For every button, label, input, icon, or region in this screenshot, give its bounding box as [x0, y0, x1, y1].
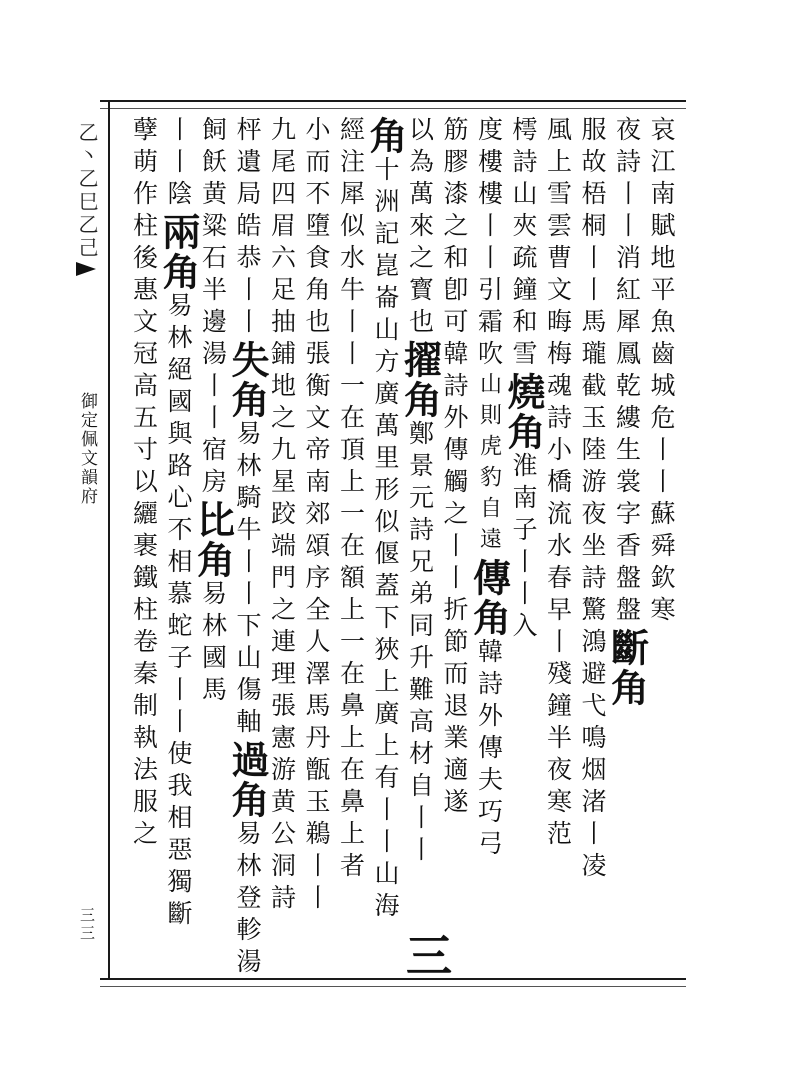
fold-margin-rule — [108, 102, 110, 978]
annotation-text: 山則虎豹自遠 — [476, 372, 502, 558]
column-text: 九尾四眉六足抽鋪地之九星跤端門之連理張憲游黄公洞詩 — [267, 116, 297, 916]
column-text: 韓詩外傳觸之丨丨折節而退業適遂 — [440, 340, 469, 820]
book-title: 御定佩文韻府 — [77, 392, 97, 506]
headword: 擢 — [397, 340, 443, 380]
fold-margin — [72, 112, 102, 972]
text-column — [575, 116, 609, 966]
bottom-border-rule — [100, 978, 686, 980]
text-column — [156, 116, 201, 966]
column-text: 哀江南賦地平魚齒城危丨丨蘇舜欽寒 — [647, 116, 676, 628]
column-text: 經注犀似水牛丨丨一在頂上一在額上一在鼻上在鼻上者 — [336, 116, 366, 884]
headword: 角 — [501, 412, 546, 452]
column-text: 鄭景元詩兄弟同升難高材自丨丨 — [405, 420, 435, 868]
column-text: 湯丨丨宿房 — [198, 340, 228, 500]
headword: 角 — [604, 668, 650, 708]
column-text: 樗詩山夾疏鐘和雪 — [509, 116, 538, 372]
fish-tail-icon — [76, 262, 96, 276]
column-text: 淮南子丨丨入 — [509, 452, 538, 644]
folio-number: 三三 — [78, 907, 96, 943]
headword: 兩 — [156, 212, 201, 252]
headword: 角 — [225, 780, 270, 820]
text-column — [644, 116, 678, 966]
headword: 斷 — [604, 628, 650, 668]
headword: 過 — [225, 740, 270, 780]
column-text: 易林登軫湯 — [233, 820, 262, 980]
column-text: 飼飫黄粱石半邊 — [198, 116, 228, 340]
text-column — [397, 116, 443, 966]
section-number: 三 — [406, 929, 452, 983]
headword: 角 — [190, 540, 236, 580]
column-text: 風上雪雲曹文晦梅魂詩小橋流水春早丨殘鐘半夜寒范 — [543, 116, 573, 852]
column-text: 柱後惠文冠高五寸以纚裹鐵柱卷秦制執法服之 — [129, 212, 159, 852]
text-column — [501, 116, 546, 966]
text-column — [604, 116, 650, 966]
column-text: 易林絕國與路心不相慕蛇子丨丨使我相惡獨斷 — [164, 292, 193, 932]
column-text: 易林國馬 — [198, 580, 228, 708]
text-column — [466, 116, 512, 966]
column-text: 筋膠漆之和卽可 — [440, 116, 469, 340]
text-column — [437, 116, 471, 966]
headword: 比 — [190, 500, 236, 540]
margin-marks: 乙丶乙巳乙己 — [75, 122, 99, 260]
text-column — [299, 116, 333, 966]
headword: 角 — [466, 598, 512, 638]
column-text: 夜詩丨丨消紅犀鳳乾縷生裳字香盤盤 — [612, 116, 642, 628]
headword: 失 — [225, 340, 270, 380]
headword: 傳 — [466, 558, 512, 598]
column-text: 枰遺局皓恭丨丨 — [233, 116, 262, 340]
text-column — [541, 116, 575, 966]
column-text: 易林騎牛丨丨下山傷軸 — [233, 420, 262, 740]
top-border-rule-inner — [100, 108, 686, 109]
column-text: 度樓樓丨丨引霜吹 — [474, 116, 504, 372]
text-column — [127, 116, 161, 966]
column-text: 以為萬來之寳也 — [405, 116, 435, 340]
text-column — [334, 116, 368, 966]
headword: 燒 — [501, 372, 546, 412]
text-column — [363, 116, 408, 966]
column-text: 韓詩外傳夫巧弓 — [474, 638, 504, 862]
top-border-rule — [100, 100, 686, 102]
headword: 角 — [156, 252, 201, 292]
column-text: 服故梧桐丨丨馬瓏截玉陸游夜坐詩驚鴻避弋鳴烟渚丨凌 — [578, 116, 607, 884]
bottom-border-rule-inner — [100, 986, 686, 987]
column-text: 小而不墮食角也張衡文帝南郊頌序全人澤馬丹甑玉鵜丨丨 — [302, 116, 331, 916]
column-text: 孽萌作 — [129, 116, 159, 212]
column-text: 丨丨陰 — [164, 116, 193, 212]
headword: 角 — [397, 380, 443, 420]
column-text: 十洲記崑崙山方廣萬里形似偃蓋下狹上廣上有丨丨山海 — [371, 156, 400, 924]
text-column — [265, 116, 299, 966]
headword: 角 — [225, 380, 270, 420]
headword: 角 — [363, 116, 408, 156]
